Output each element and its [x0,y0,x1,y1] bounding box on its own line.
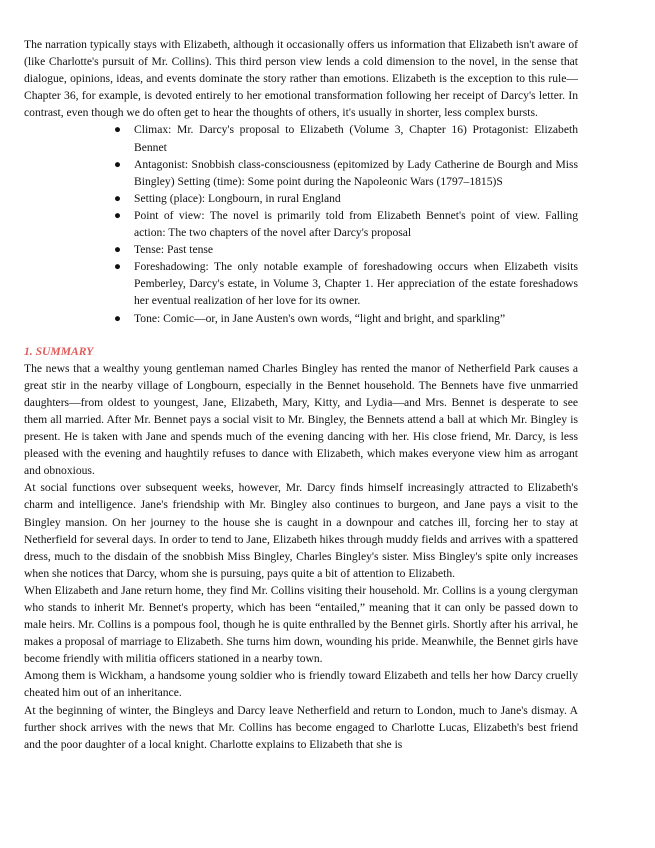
list-item [114,121,578,155]
list-item [114,190,578,207]
list-item [114,258,578,309]
list-item-text: Point of view: The novel is primarily told from Elizabeth Bennet's point of view. Falling action: The two chapters of the novel after Darcy's proposal [134,208,578,240]
story-elements-list [24,121,578,326]
list-item-text: Tense: Past tense [134,243,214,257]
summary-paragraph: When Elizabeth and Jane return home, they find Mr. Collins visiting their household. Mr. Collins is a young clergyman who stands to inherit Mr. Bennet's property, which has been “entailed,” meaning that it can only be passed down to male heirs. Mr. Collins is a pompous fool, though he is quite enthralled by the Bennet girls. Shortly after his arrival, he makes a proposal of marriage to Elizabeth. She turns him down, wounding his pride. Meanwhile, the Bennet girls have become friendly with militia officers stationed in a nearby town. [24,583,578,666]
summary-paragraph: At the beginning of winter, the Bingleys and Darcy leave Netherfield and return to London, much to Jane's dismay. A further shock arrives with the news that Mr. Collins has become engaged to Charlotte Lucas, Elizabeth's best friend and the poor daughter of a local knight. Charlotte explains to Elizabeth that she is [24,703,578,751]
list-item-text: Antagonist: Snobbish class-consciousness (epitomized by Lady Catherine de Bourgh and Miss Bingley) Setting (time): Some point during the Napoleonic Wars (1797–1815)S [134,157,578,188]
bullet-icon: ● [114,260,122,274]
summary-paragraph: Among them is Wickham, a handsome young soldier who is friendly toward Elizabeth and tells her how Darcy cruelly cheated him out of an inheritance. [24,669,578,700]
bullet-icon: ● [114,311,122,325]
bullet-icon: ● [114,191,122,205]
summary-paragraph: At social functions over subsequent weeks, however, Mr. Darcy finds himself increasingly attracted to Elizabeth's charm and intelligence. Jane's friendship with Mr. Bingley also continues to burgeon, and Jane pays a visit to the Bingley mansion. On her journey to the house she is caught in a downpour and catches ill, forcing her to stay at Netherfield for several days. In order to tend to Jane, Elizabeth hikes through muddy fields and arrives with a spattered dress, much to the disdain of the snobbish Miss Bingley, Charles Bingley's sister. Miss Bingley's spite only increases when she notices that Darcy, whom she is pursuing, pays quite a bit of attention to Elizabeth. [24,481,578,580]
bullet-icon: ● [114,157,122,171]
bullet-icon: ● [114,243,122,257]
bullet-icon: ● [114,208,122,222]
list-item-text: Climax: Mr. Darcy's proposal to Elizabeth (Volume 3, Chapter 16) Protagonist: Elizabeth Bennet [134,123,578,154]
intro-paragraph: The narration typically stays with Elizabeth, although it occasionally offers us information that Elizabeth isn't aware of (like Charlotte's pursuit of Mr. Collins). This third person view lends a cold dimension to the novel, in the sense that dialogue, opinions, ideas, and events dominate the story rather than emotions. Elizabeth is the exception to this rule—Chapter 36, for example, is devoted entirely to her emotional transformation following her receipt of Darcy's letter. In contrast, even though we do often get to hear the thoughts of others, it's usually in shorter, less complex bursts. [24,38,578,120]
list-item [114,241,578,258]
list-item-text: Foreshadowing: The only notable example of foreshadowing occurs when Elizabeth visits Pemberley, Darcy's estate, in Volume 3, Chapter 1. Her appreciation of the estate foreshadows her eventual realization of her love for its owner. [134,260,578,308]
summary-paragraph: The news that a wealthy young gentleman named Charles Bingley has rented the manor of Netherfield Park causes a great stir in the nearby village of Longbourn, especially in the Bennet household. The Bennets have five unmarried daughters—from oldest to youngest, Jane, Elizabeth, Mary, Kitty, and Lydia—and Mrs. Bennet is desperate to see them all married. After Mr. Bennet pays a social visit to Mr. Bingley, the Bennets attend a ball at which Mr. Bingley is present. He is taken with Jane and spends much of the evening dancing with her. His close friend, Mr. Darcy, is less pleased with the evening and haughtily refuses to dance with Elizabeth, which makes everyone view him as arrogant and obnoxious. [24,361,578,478]
list-item [114,310,578,327]
list-item [114,207,578,241]
list-item [114,156,578,190]
list-item-text: Setting (place): Longbourn, in rural England [134,191,341,205]
summary-heading: 1. SUMMARY [24,344,94,358]
bullet-icon: ● [114,123,122,137]
list-item-text: Tone: Comic—or, in Jane Austen's own words, “light and bright, and sparkling” [134,311,506,325]
